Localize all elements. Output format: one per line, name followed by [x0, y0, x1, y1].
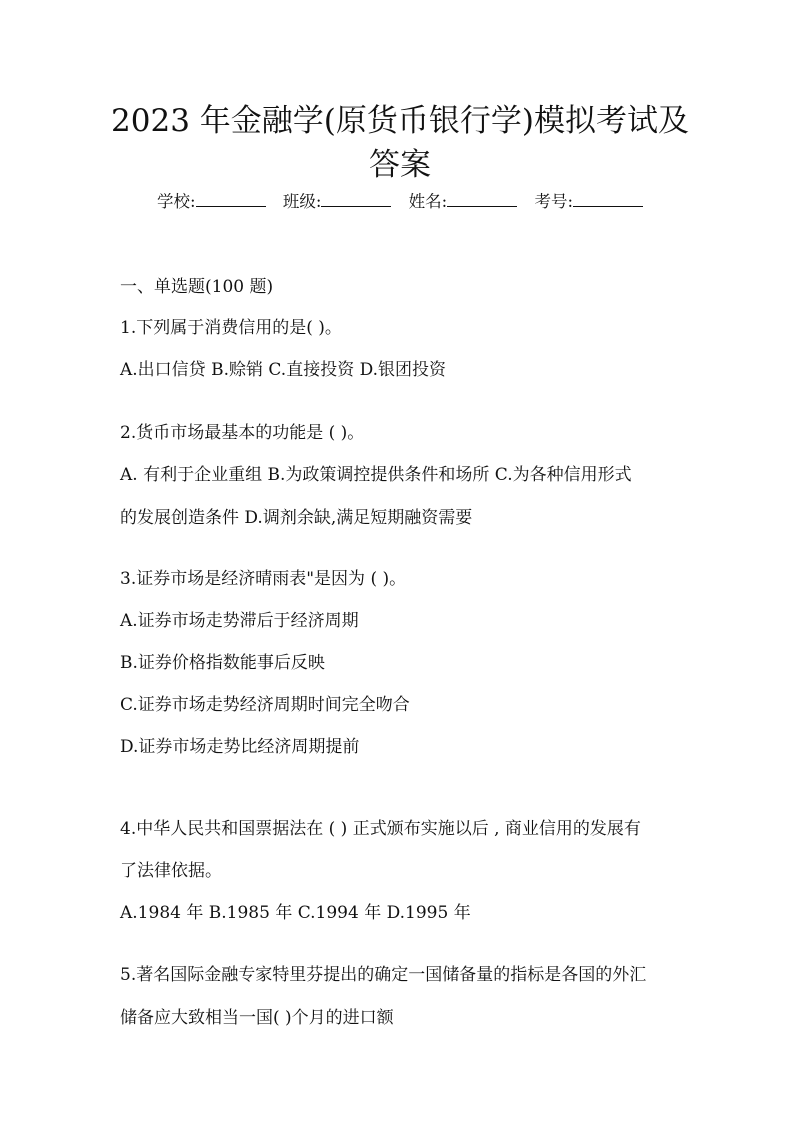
- question-2: 2.货币市场最基本的功能是 ( )。: [120, 423, 365, 443]
- question-1-options: A.出口信贷 B.赊销 C.直接投资 D.银团投资: [120, 360, 447, 380]
- school-field: [157, 192, 271, 211]
- number-blank: [573, 192, 643, 207]
- question-2-options-line1: A. 有利于企业重组 B.为政策调控提供条件和场所 C.为各种信用形式: [120, 465, 632, 485]
- question-1: 1.下列属于消费信用的是( )。: [120, 318, 342, 338]
- question-3-option-c: C.证券市场走势经济周期时间完全吻合: [120, 695, 410, 715]
- question-3: 3.证券市场是经济晴雨表"是因为 ( )。: [120, 569, 407, 589]
- student-info-row: [0, 190, 800, 214]
- question-2-options-line2: 的发展创造条件 D.调剂余缺,满足短期融资需要: [120, 508, 473, 528]
- question-3-option-d: D.证券市场走势比经济周期提前: [120, 737, 360, 757]
- question-3-option-a: A.证券市场走势滞后于经济周期: [120, 611, 359, 631]
- section-heading: 一、单选题(100 题): [120, 277, 274, 297]
- school-label: 学校:: [157, 192, 196, 211]
- question-5-line1: 5.著名国际金融专家特里芬提出的确定一国储备量的指标是各国的外汇: [120, 965, 647, 985]
- question-5-line2: 储备应大致相当一国( )个月的进口额: [120, 1008, 394, 1028]
- class-blank: [321, 192, 391, 207]
- name-blank: [447, 192, 517, 207]
- class-label: 班级:: [282, 192, 322, 211]
- name-label: 姓名:: [408, 192, 448, 211]
- question-4-line1: 4.中华人民共和国票据法在 ( ) 正式颁布实施以后 , 商业信用的发展有: [120, 819, 641, 839]
- school-blank: [196, 192, 266, 207]
- document-title-line2: 答案: [369, 147, 431, 183]
- question-4-options: A.1984 年 B.1985 年 C.1994 年 D.1995 年: [120, 903, 471, 923]
- number-label: 考号:: [534, 192, 573, 211]
- document-title-line1: 2023 年金融学(原货币银行学)模拟考试及: [111, 103, 689, 139]
- name-field: [409, 192, 523, 211]
- question-4-line2: 了法律依据。: [120, 861, 222, 881]
- class-field: [283, 192, 397, 211]
- question-3-option-b: B.证券价格指数能事后反映: [120, 653, 325, 673]
- number-field: [534, 192, 643, 211]
